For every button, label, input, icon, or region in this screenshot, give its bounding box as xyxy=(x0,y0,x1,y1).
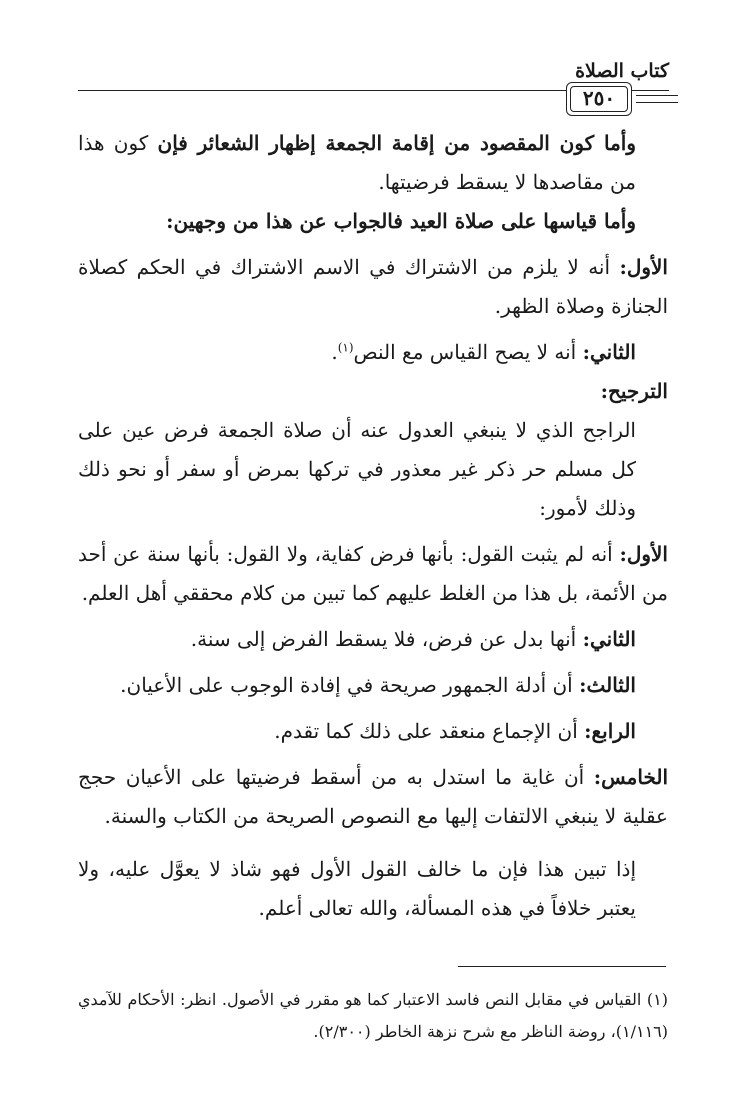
paragraph-lead: الثالث: xyxy=(579,673,636,697)
paragraph xyxy=(78,535,668,613)
paragraph-lead: الأول: xyxy=(619,542,668,566)
page-number-box xyxy=(566,82,632,116)
page-number-ornament-lines xyxy=(636,95,678,103)
paragraph-lead: الثاني: xyxy=(582,627,636,651)
paragraph xyxy=(78,333,668,372)
paragraph-lead: الخامس: xyxy=(593,765,668,789)
paragraph xyxy=(78,620,668,659)
footnote-reference: (١) xyxy=(337,340,354,355)
paragraph-lead: الرابع: xyxy=(584,719,636,743)
paragraph-text: أن الإجماع منعقد على ذلك كما تقدم. xyxy=(274,719,585,743)
section-heading-tarjih: الترجيح: xyxy=(600,379,668,403)
page-number-frame xyxy=(566,82,678,116)
paragraph-text: أنه لم يثبت القول: بأنها فرض كفاية، ولا القول: بأنها سنة عن أحد من الأئمة، بل هذا من الغلط عليهم كما تبين من كلام محققي أهل العلم. xyxy=(78,542,668,605)
paragraph-heading: وأما قياسها على صلاة العيد فالجواب عن هذا من وجهين: xyxy=(166,209,636,233)
paragraph-text: أنه لا يلزم من الاشتراك في الاسم الاشتراك في الحكم كصلاة الجنازة وصلاة الظهر. xyxy=(78,255,668,318)
paragraph: إذا تبين هذا فإن ما خالف القول الأول فهو شاذ لا يعوَّل عليه، ولا يعتبر خلافاً في هذه المسألة، والله تعالى أعلم. xyxy=(78,857,636,920)
running-header-title: كتاب الصلاة xyxy=(575,60,669,82)
paragraph-tail: . xyxy=(331,340,338,364)
paragraph-lead: الثاني: xyxy=(582,340,636,364)
footnote-rule xyxy=(458,966,666,967)
paragraph-lead: الأول: xyxy=(619,255,668,279)
paragraph-text: أنها بدل عن فرض، فلا يسقط الفرض إلى سنة. xyxy=(190,627,583,651)
paragraph xyxy=(78,758,668,836)
paragraph-text: أن غاية ما استدل به من أسقط فرضيتها على الأعيان حجج عقلية لا ينبغي الالتفات إليها مع النصوص الصريحة من الكتاب والسنة. xyxy=(78,765,668,828)
paragraph xyxy=(78,248,668,326)
paragraph-lead: وأما كون المقصود من إقامة الجمعة إظهار الشعائر فإن xyxy=(157,131,636,155)
paragraph: الراجح الذي لا ينبغي العدول عنه أن صلاة الجمعة فرض عين على كل مسلم حر ذكر غير معذور في تركها بمرض أو سفر أو نحو ذلك وذلك لأمور: xyxy=(78,418,636,520)
paragraph xyxy=(78,712,668,751)
paragraph xyxy=(78,666,668,705)
main-text xyxy=(78,124,668,928)
footnote: (١) القياس في مقابل النص فاسد الاعتبار كما هو مقرر في الأصول. انظر: الأحكام للآمدي (١/١١٦)، روضة الناظر مع شرح نزهة الخاطر (٢/٣٠٠). xyxy=(78,990,669,1041)
paragraph xyxy=(78,124,668,202)
page-number: ٢٥٠ xyxy=(582,86,616,110)
paragraph-text: أن أدلة الجمهور صريحة في إفادة الوجوب على الأعيان. xyxy=(120,673,580,697)
paragraph-text: كون هذا من مقاصدها لا يسقط فرضيتها. xyxy=(78,131,636,194)
paragraph-text: أنه لا يصح القياس مع النص xyxy=(353,340,583,364)
